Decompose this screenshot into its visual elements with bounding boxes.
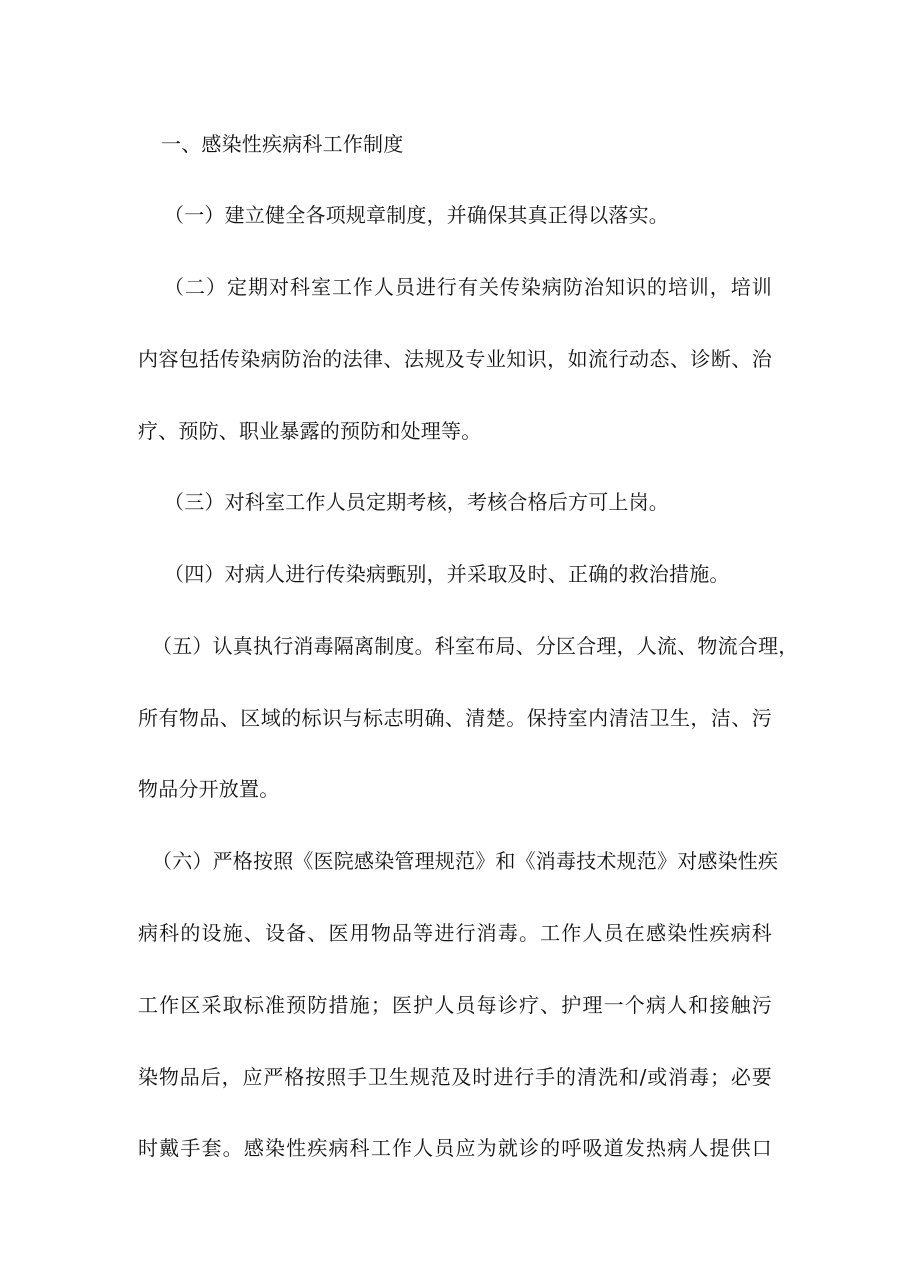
paragraph-5-line-3: 物品分开放置。 (138, 777, 280, 801)
paragraph-5-line-1: （五）认真执行消毒隔离制度。科室布局、分区合理，人流、物流合理， (152, 634, 799, 658)
paragraph-2-line-3: 疗、预防、职业暴露的预防和处理等。 (138, 419, 482, 443)
paragraph-6-line-5: 时戴手套。感染性疾病科工作人员应为就诊的呼吸道发热病人提供口 (138, 1136, 772, 1160)
paragraph-6-line-1: （六）严格按照《医院感染管理规范》和《消毒技术规范》对感染性疾 (152, 849, 779, 873)
paragraph-5-line-2: 所有物品、区域的标识与标志明确、清楚。保持室内清洁卫生，洁、污 (138, 706, 772, 730)
paragraph-6-line-3: 工作区采取标准预防措施；医护人员每诊疗、护理一个病人和接触污 (138, 993, 772, 1017)
paragraph-4-line-1: （四）对病人进行传染病甄别，并采取及时、正确的救治措施。 (164, 562, 730, 586)
section-heading: 一、感染性疾病科工作制度 (161, 132, 404, 156)
paragraph-6-line-2: 病科的设施、设备、医用物品等进行消毒。工作人员在感染性疾病科 (138, 921, 772, 945)
paragraph-2-line-2: 内容包括传染病防治的法律、法规及专业知识，如流行动态、诊断、治 (138, 347, 772, 371)
paragraph-6-line-4: 染物品后，应严格按照手卫生规范及时进行手的清洗和/或消毒；必要 (138, 1065, 772, 1089)
paragraph-3-line-1: （三）对科室工作人员定期考核，考核合格后方可上岗。 (164, 490, 669, 514)
paragraph-1-line-1: （一）建立健全各项规章制度，并确保其真正得以落实。 (164, 203, 669, 227)
paragraph-2-line-1: （二）定期对科室工作人员进行有关传染病防治知识的培训，培训 (164, 275, 772, 299)
